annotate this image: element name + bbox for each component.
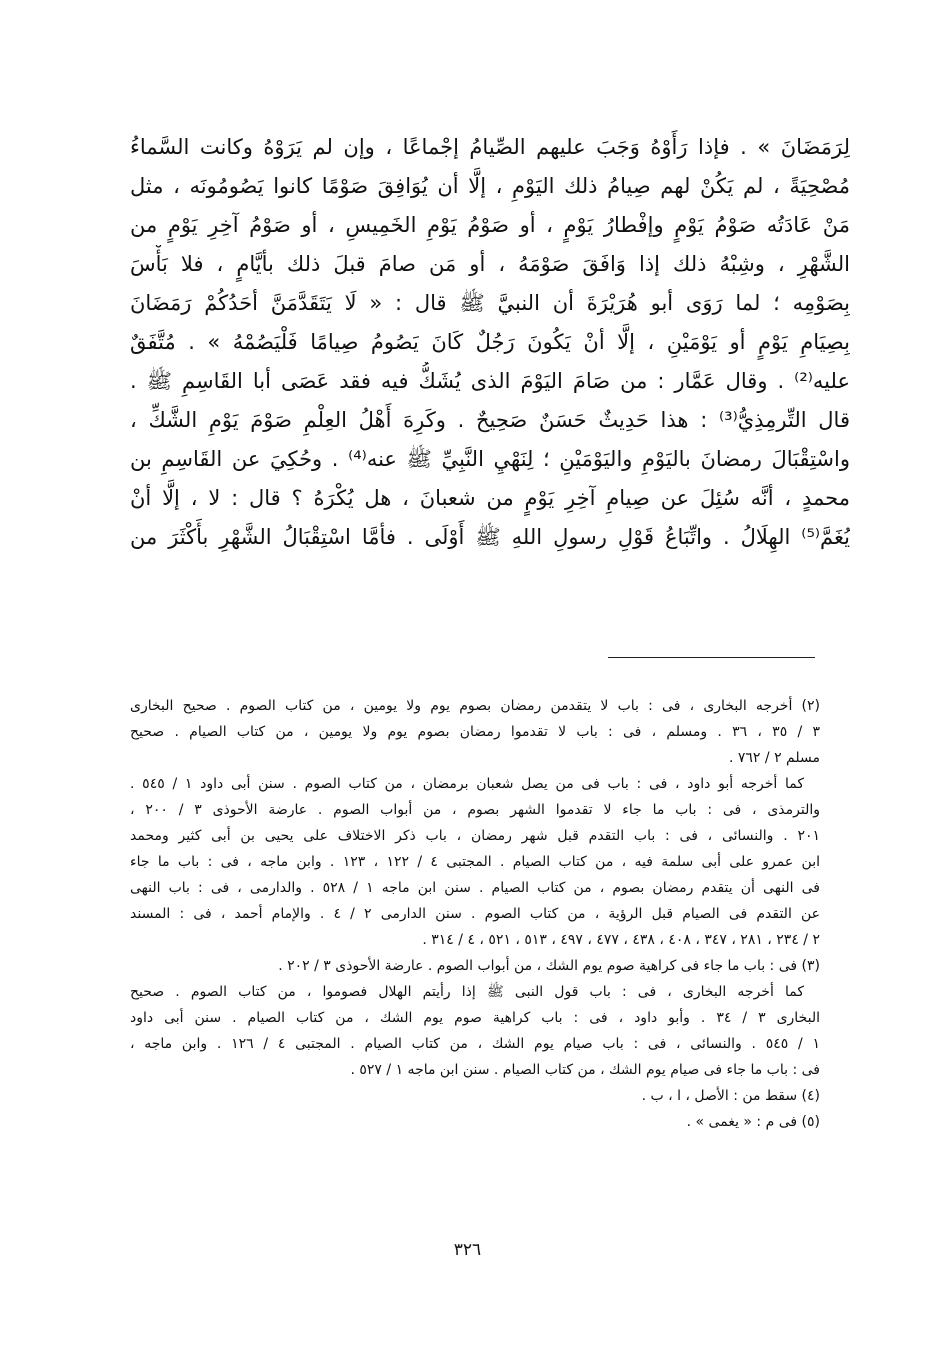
footnotes-block <box>130 693 820 1135</box>
footnote-line: عن التقدم فى الصيام قبل الرؤية ، من كتاب الصوم . سنن الدارمى ٢ / ٤ . والإمام أحمد ، فى : المسند <box>130 906 820 922</box>
footnote-line: والترمذى ، فى : باب ما جاء لا تقدموا الشهر بصوم ، من أبواب الصوم . عارضة الأحوذى ٣ / ٢٠٠ ، <box>130 802 820 818</box>
footnote-line: (٤) سقط من : الأصل ، ا ، ب . <box>641 1088 820 1104</box>
main-text-line: مَنْ عَادَتُه صَوْمُ يَوْمٍ وإفْطارُ يَوْمٍ ، أو صَوْمُ يَوْمِ الخَمِيسِ ، أو صَوْمُ آخِرِ يَوْمٍ من <box>130 213 850 237</box>
main-text-line: قال التِّرمِذِيُّ⁽³⁾ : هذا حَدِيثٌ حَسَنٌ صَحِيحٌ . وكَرِهَ أَهْلُ العِلْمِ صَوْمَ يَوْمِ الشَّكِّ ، <box>130 408 850 432</box>
main-text-line: بِصِيَامِ يَوْمٍ أو يَوْمَيْنِ ، إلَّا أنْ يَكُونَ رَجُلٌ كَانَ يَصُومُ صِيامًا فَلْيَصُمْهُ » . مُتَّفَقٌ <box>130 330 850 354</box>
footnote-line: (٥) فى م : « يغمى » . <box>686 1114 820 1130</box>
main-text-line: عليه⁽²⁾ . وقال عَمَّار : من صَامَ اليَوْمَ الذى يُشَكُّ فيه فقد عَصَى أبا القَاسِمِ ﷺ . <box>130 369 850 393</box>
footnote-line: ابن عمرو على أبى سلمة فيه ، من كتاب الصيام . المجتبى ٤ / ١٢٢ ، ١٢٣ . وابن ماجه ، فى : باب ما جاء <box>130 854 820 870</box>
main-text-block <box>130 128 850 557</box>
main-text-line: الشَّهْرِ ، وشِبْهُ ذلك إذا وَافَقَ صَوْمَهُ ، أو مَن صامَ قبلَ ذلك بأيَّامٍ ، فلا بَأْسَ <box>130 252 850 276</box>
footnote-line: البخارى ٣ / ٣٤ . وأبو داود ، فى : باب كراهية صوم يوم الشك ، من كتاب الصيام . سنن أبى داود <box>130 1010 820 1026</box>
footnote-line: مسلم ٢ / ٧٦٢ . <box>728 750 820 766</box>
footnote-line: ٢٠١ . والنسائى ، فى : باب التقدم قبل شهر رمضان ، باب ذكر الاختلاف على يحيى بن أبى كثير ومحمد <box>130 828 820 844</box>
main-text-line: واسْتِقْبَالَ رمضانَ باليَوْمِ واليَوْمَيْنِ ؛ لِنَهْيِ النَّبِيِّ ﷺ عنه⁽⁴⁾ . وحُكِيَ عن القَاسِمِ بن <box>130 447 850 471</box>
footnote-line: كما أخرجه البخارى ، فى : باب قول النبى ﷺ إذا رأيتم الهلال فصوموا ، من كتاب الصوم . صحيح <box>130 984 804 1000</box>
main-text-line: محمدٍ ، أنَّه سُئِلَ عن صِيامِ آخِرِ يَوْمٍ من شعبانَ ، هل يُكْرَهُ ؟ قال : لا ، إلَّا أنْ <box>130 486 850 510</box>
footnote-line: (٢) أخرجه البخارى ، فى : باب لا يتقدمن رمضان بصوم يوم ولا يومين ، من كتاب الصوم . صحيح البخارى <box>130 698 820 714</box>
main-text-line: لِرَمَضَانَ » . فإذا رَأَوْهُ وَجَبَ عليهم الصِّيامُ إجْماعًا ، وإن لم يَرَوْهُ وكانت السَّماءُ <box>130 135 850 159</box>
footnote-line: ٣ / ٣٥ ، ٣٦ . ومسلم ، فى : باب لا تقدموا رمضان بصوم يوم ولا يومين ، من كتاب الصيام . صحيح <box>130 724 820 740</box>
footnote-line: كما أخرجه أبو داود ، فى : باب فى من يصل شعبان برمضان ، من كتاب الصوم . سنن أبى داود ١ / ٥٤٥ . <box>130 776 805 792</box>
footnote-line: فى : باب ما جاء فى صيام يوم الشك ، من كتاب الصيام . سنن ابن ماجه ١ / ٥٢٧ . <box>350 1062 820 1078</box>
footnote-line: ٢ / ٢٣٤ ، ٢٨١ ، ٣٤٧ ، ٤٠٨ ، ٤٣٨ ، ٤٧٧ ، ٤٩٧ ، ٥١٣ ، ٥٢١ ، ٤ / ٣١٤ . <box>422 932 820 948</box>
main-text-line: يُغَمَّ⁽⁵⁾ الهِلَالُ . واتِّبَاعُ قَوْلِ رسولِ اللهِ ﷺ أَوْلَى . فأمَّا اسْتِقْبَالُ الشَّهْرِ بأَكْثَرَ من <box>130 525 850 549</box>
footnote-line: ١ / ٥٤٥ . والنسائى ، فى : باب صيام يوم الشك ، من كتاب الصيام . المجتبى ٤ / ١٢٦ . وابن ماجه ، <box>130 1036 820 1052</box>
footnote-line: فى النهى أن يتقدم رمضان بصوم ، من كتاب الصيام . سنن ابن ماجه ١ / ٥٢٨ . والدارمى ، فى : باب النهى <box>130 880 820 896</box>
footnote-line: (٣) فى : باب ما جاء فى كراهية صوم يوم الشك ، من أبواب الصوم . عارضة الأحوذى ٣ / ٢٠٢ . <box>278 958 820 974</box>
page-number: ٣٢٦ <box>453 1240 482 1260</box>
footnote-separator <box>608 657 815 658</box>
main-text-line: بِصَوْمِه ؛ لما رَوَى أبو هُرَيْرَةَ أن النبيَّ ﷺ قال : « لَا يَتَقَدَّمَنَّ أحَدُكُمْ رَمَضَانَ <box>130 291 850 315</box>
main-text-line: مُصْحِيَةً ، لم يَكُنْ لهم صِيامُ ذلك اليَوْمِ ، إلَّا أن يُوَافِقَ صَوْمًا كانوا يَصُومُونَه ، مثل <box>130 174 850 198</box>
